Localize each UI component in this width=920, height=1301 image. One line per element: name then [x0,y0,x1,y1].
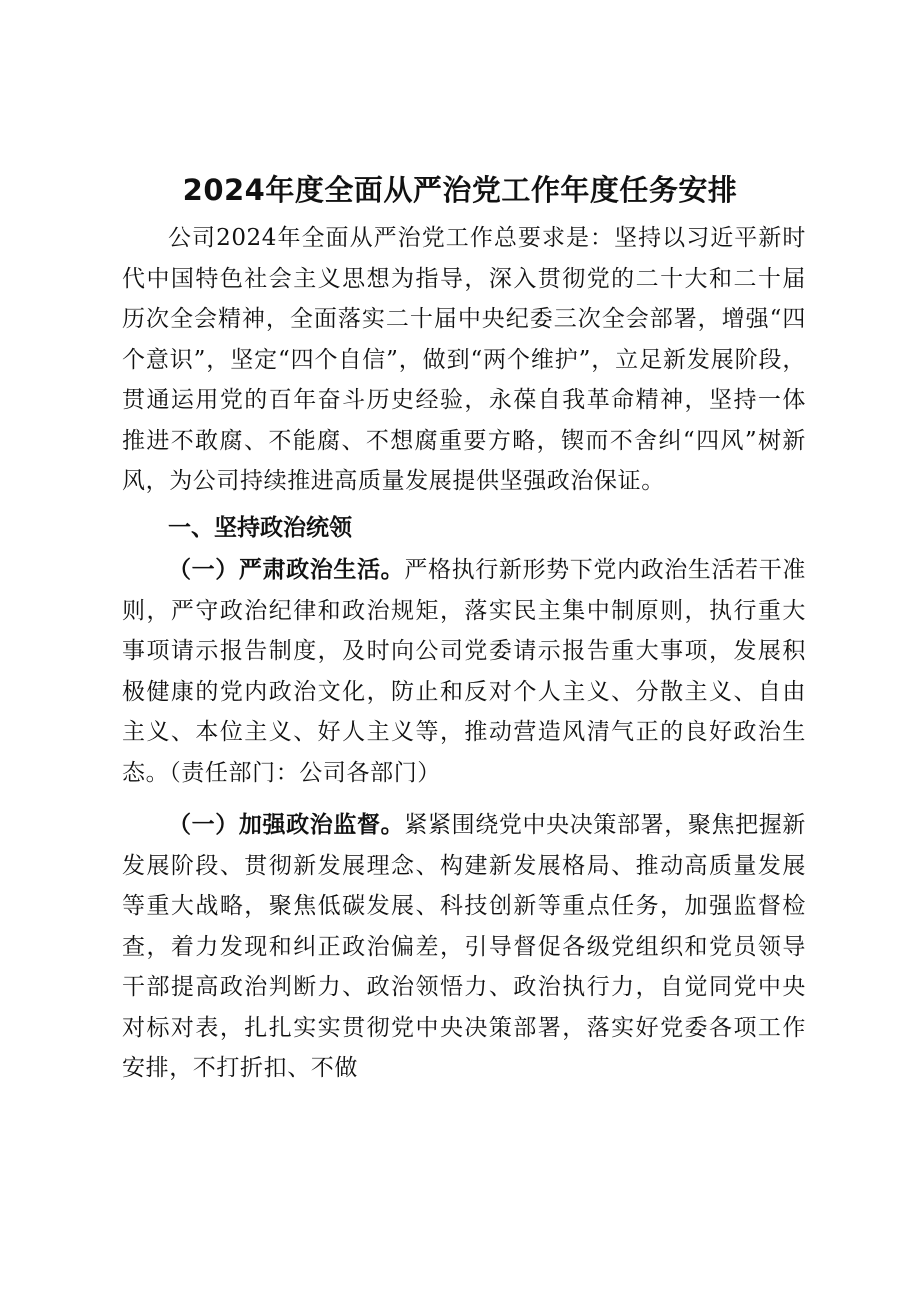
document-title: 2024年度全面从严治党工作年度任务安排 [182,173,738,207]
intro-paragraph: 公司2024年全面从严治党工作总要求是：坚持以习近平新时代中国特色社会主义思想为指导，深入贯彻党的二十大和二十届历次全会精神，全面落实二十届中央纪委三次全会部署，增强“四个意识”，坚定“四个自信”，做到“两个维护”，立足新发展阶段，贯通运用党的百年奋斗历史经验，永葆自我革命精神，坚持一体推进不敢腐、不能腐、不想腐重要方略，锲而不舍纠“四风”树新风，为公司持续推进高质量发展提供坚强政治保证。 [122,225,806,494]
item-label: （一）加强政治监督。 [168,811,405,838]
item-label: （一）严肃政治生活。 [168,556,405,583]
section-heading: 一、坚持政治统领 [168,514,352,541]
section-item-paragraph [122,550,806,793]
item-text: 严格执行新形势下党内政治生活若干准则，严守政治纪律和政治规矩，落实民主集中制原则，执行重大事项请示报告制度，及时向公司党委请示报告重大事项，发展积极健康的党内政治文化，防止和反对个人主义、分散主义、自由主义、本位主义、好人主义等，推动营造风清气正的良好政治生态。（责任部门：公司各部门） [122,557,807,786]
paragraph-gap [122,793,806,805]
document-body [122,218,806,1089]
section-item-paragraph [122,805,806,1089]
item-text: 紧紧围绕党中央决策部署，聚焦把握新发展阶段、贯彻新发展理念、构建新发展格局、推动高质量发展等重大战略，聚焦低碳发展、科技创新等重点任务，加强监督检查，着力发现和纠正政治偏差，引导督促各级党组织和党员领导干部提高政治判断力、政治领悟力、政治执行力，自觉同党中央对标对表，扎扎实实贯彻党中央决策部署，落实好党委各项工作安排，不打折扣、不做 [122,812,807,1081]
